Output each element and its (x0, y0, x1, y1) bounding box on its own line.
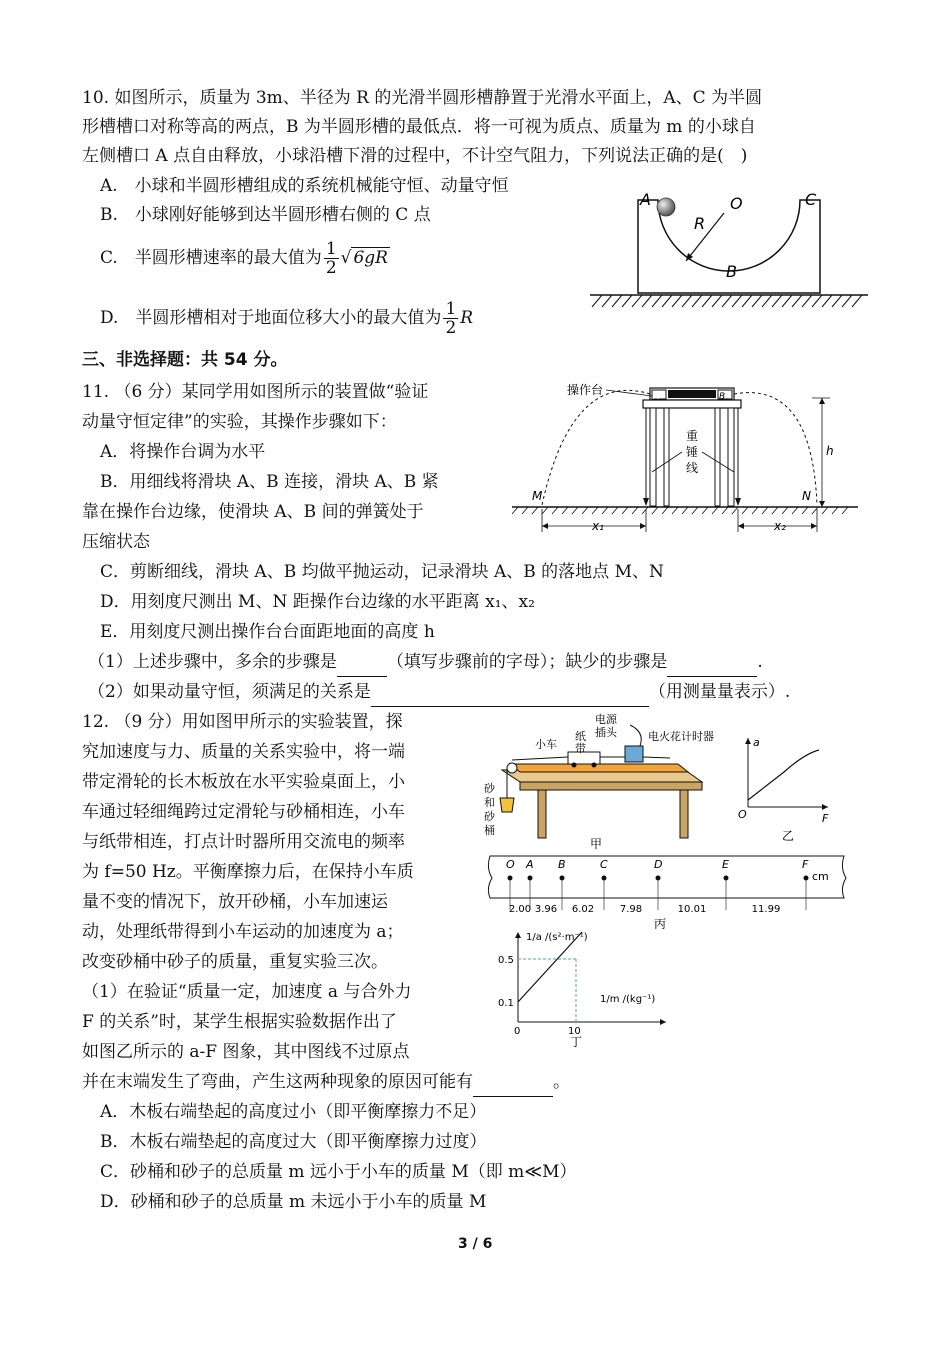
table-leg-right (728, 408, 734, 506)
page-number: 3 / 6 (458, 1236, 493, 1252)
caption-bing: 丙 (654, 917, 667, 931)
q11-answer-blank-1[interactable] (337, 648, 387, 677)
q12-stem-line6: 为 f=50 Hz。平衡摩擦力后，在保持小车质 (82, 862, 414, 882)
q10-option-d-var: R (460, 308, 474, 328)
table-leg-inner-left (664, 408, 669, 506)
label-timer: 电火花计时器 (648, 730, 714, 743)
label-unit: cm (812, 870, 829, 883)
q12-stem-line3: 带定滑轮的长木板放在水平实验桌面上，小 (82, 772, 405, 792)
q12-stem-line2: 究加速度与力、质量的关系实验中，将一端 (82, 742, 405, 762)
table-leg-inner-right (715, 408, 720, 506)
q11-sub2 (88, 678, 790, 707)
q12-inverse-graph (496, 926, 696, 1048)
label-m: M (532, 489, 543, 503)
q10-option-d-fraction (443, 300, 458, 337)
q10-stem-line2: 形槽槽口对称等高的两点，B 为半圆形槽的最低点．将一可视为质点、质量为 m 的小球自 (82, 117, 756, 137)
ball (657, 198, 675, 216)
label-slider-a: A (653, 392, 660, 402)
q12-stem-line13-text: 并在末端发生了弯曲，产生这两种现象的原因可能有 (82, 1072, 473, 1092)
caption-yi: 乙 (782, 829, 795, 842)
label-tape-2: 带 (575, 742, 586, 755)
q12-stem-line1: 12. （9 分）用如图甲所示的实验装置，探 (82, 712, 403, 732)
label-origin: O (738, 808, 747, 821)
label-a: A (640, 190, 651, 209)
q12-stem-line12: 如图乙所示的 a-F 图象，其中图线不过原点 (82, 1042, 410, 1062)
tape-label-C: C (600, 858, 608, 871)
label-x2: x₂ (774, 519, 786, 533)
pulley (507, 763, 517, 773)
q12-a-f-graph (734, 732, 834, 842)
label-x-axis: 1/m /(kg⁻¹) (600, 994, 656, 1005)
q11-sub2-text-a: （2）如果动量守恒，须满足的关系是 (88, 682, 371, 702)
q12-stem-line11: F 的关系”时，某学生根据实验数据作出了 (82, 1012, 397, 1032)
q10-stem-line1: 10. 如图所示，质量为 3m、半径为 R 的光滑半圆形槽静置于光滑水平面上，A、C 为半圆 (82, 88, 763, 108)
ground-hatch (512, 507, 848, 514)
q10-stem-line3: 左侧槽口 A 点自由释放，小球沿槽下滑的过程中，不计空气阻力，下列说法正确的是( ) (82, 146, 748, 166)
label-x1: x₁ (592, 519, 604, 533)
q10-option-d (100, 300, 473, 337)
label-plumb-2: 锤 (686, 445, 699, 459)
q10-option-c-radicand: 6gR (353, 248, 388, 268)
q12-option-d: D．砂桶和砂子的总质量 m 未远小于小车的质量 M (100, 1192, 487, 1212)
q11-step-e: E．用刻度尺测出操作台台面距地面的高度 h (100, 622, 435, 642)
label-y-axis: 1/a /(s²·m⁻¹) (526, 932, 588, 943)
label-power-2: 插头 (595, 726, 617, 739)
q12-stem-line10: （1）在验证“质量一定，加速度 a 与合外力 (82, 982, 412, 1002)
q11-sub1-text-a: （1）上述步骤中，多余的步骤是 (88, 652, 337, 672)
spark-timer (625, 746, 643, 762)
q12-stem-line4: 车通过轻细绳跨过定滑轮与砂桶相连，小车 (82, 802, 405, 822)
q10-groove-figure (590, 185, 870, 315)
tick-y-lo: 0.1 (498, 998, 514, 1009)
label-o: O (730, 194, 743, 213)
q10-option-c (100, 240, 390, 277)
caption-ding: 丁 (570, 1035, 583, 1048)
q10-option-d-text: D. 半圆形槽相对于地面位移大小的最大值为 (100, 308, 442, 328)
q12-paper-tape-figure (482, 854, 854, 932)
section-3-title: 三、非选择题：共 54 分。 (82, 350, 288, 370)
q12-stem-line9: 改变砂桶中砂子的质量，重复实验三次。 (82, 952, 388, 972)
a-f-curve (748, 750, 819, 800)
q11-answer-blank-3[interactable] (371, 678, 649, 707)
long-board (510, 764, 688, 772)
label-sand-4: 桶 (484, 824, 495, 837)
spring-block (668, 390, 716, 398)
frac-denominator: 2 (445, 318, 457, 338)
q11-answer-blank-2[interactable] (667, 648, 757, 677)
q12-stem-line5: 与纸带相连，打点计时器所用交流电的频率 (82, 832, 405, 852)
q11-stem-line2: 动量守恒定律”的实验，其操作步骤如下： (82, 412, 397, 432)
tape-segment-6: 11.99 (751, 904, 781, 915)
label-sand-1: 砂 (484, 782, 495, 795)
label-sand-3: 砂 (484, 810, 495, 823)
tape-segment-3: 6.02 (571, 904, 595, 915)
label-n: N (802, 489, 811, 503)
table-leg-left (650, 408, 656, 506)
label-plumb-3: 线 (686, 461, 699, 475)
tape-segment-4: 7.98 (619, 904, 643, 915)
q12-stem-line13 (82, 1068, 570, 1097)
ground-hatch (592, 295, 862, 307)
tape-label-O: O (506, 858, 515, 871)
tick-y-hi: 0.5 (498, 955, 514, 966)
label-h: h (826, 444, 834, 458)
table-leg (538, 790, 546, 838)
tick-x-10: 10 (568, 1026, 581, 1037)
frac-numerator: 1 (445, 299, 457, 319)
q11-stem-line1: 11. （6 分）某同学用如图所示的装置做“验证 (82, 382, 429, 402)
label-axis-a: a (753, 736, 760, 749)
q10-option-a: A. 小球和半圆形槽组成的系统机械能守恒、动量守恒 (100, 176, 509, 196)
label-r: R (694, 214, 706, 233)
q10-option-c-fraction (324, 240, 339, 277)
q12-option-a: A．木板右端垫起的高度过小（即平衡摩擦力不足） (100, 1102, 487, 1122)
tick-x-0: 0 (514, 1026, 521, 1037)
q11-step-d: D．用刻度尺测出 M、N 距操作台边缘的水平距离 x₁、x₂ (100, 592, 535, 612)
q11-sub1-text-b: （填写步骤前的字母）；缺少的步骤是 (386, 652, 668, 672)
q12-stem-line13-end: 。 (553, 1072, 570, 1092)
q11-sub2-text-b: （用测量量表示）. (648, 682, 791, 702)
q12-stem-line8: 动，处理纸带得到小车运动的加速度为 a； (82, 922, 404, 942)
tape-label-E: E (722, 858, 729, 871)
q12-option-c: C．砂桶和砂子的总质量 m 远小于小车的质量 M（即 m≪M） (100, 1162, 577, 1182)
tape-label-A: A (526, 858, 534, 871)
label-c: C (805, 190, 817, 209)
label-car: 小车 (535, 738, 557, 751)
tape-strip (488, 856, 846, 898)
q11-sub1 (88, 648, 763, 677)
frac-denominator: 2 (325, 258, 337, 278)
label-tape-1: 纸 (575, 730, 586, 743)
label-plumb-1: 重 (686, 429, 699, 443)
caption-jia: 甲 (590, 837, 603, 850)
label-power-1: 电源 (595, 713, 617, 726)
q11-step-b-line3: 压缩状态 (82, 532, 150, 552)
q12-answer-blank-1[interactable] (473, 1068, 553, 1097)
q11-sub1-text-c: . (757, 652, 763, 672)
q11-table-figure (512, 380, 858, 540)
q10-option-c-text: C. 半圆形槽速率的最大值为 (100, 248, 322, 268)
q12-option-b: B．木板右端垫起的高度过大（即平衡摩擦力过度） (100, 1132, 487, 1152)
tape-segment-2: 3.96 (534, 904, 558, 915)
tape-label-D: D (654, 858, 663, 871)
trajectory-a (542, 390, 650, 505)
frac-numerator: 1 (325, 239, 337, 259)
tape-label-F: F (802, 858, 809, 871)
q12-apparatus-figure (480, 710, 730, 850)
q12-stem-line7: 量不变的情况下，放开砂桶，小车加速运 (82, 892, 388, 912)
tape-label-B: B (558, 858, 566, 871)
label-operation-table: 操作台 (567, 383, 604, 397)
q11-step-a: A．将操作台调为水平 (100, 442, 266, 462)
label-slider-b: B (719, 392, 726, 402)
sqrt-sign: √ (340, 248, 352, 268)
q11-step-b-line2: 靠在操作台边缘，使滑块 A、B 间的弹簧处于 (82, 502, 424, 522)
label-axis-f: F (822, 812, 829, 825)
label-sand-2: 和 (484, 796, 495, 809)
q10-option-b: B. 小球刚好能够到达半圆形槽右侧的 C 点 (100, 205, 431, 225)
label-b: B (726, 262, 737, 281)
sand-bucket (500, 798, 514, 812)
q11-step-c: C．剪断细线，滑块 A、B 均做平抛运动，记录滑块 A、B 的落地点 M、N (100, 562, 664, 582)
tape-segment-5: 10.01 (677, 904, 707, 915)
q11-step-b-line1: B．用细线将滑块 A、B 连接，滑块 A、B 紧 (100, 472, 439, 492)
tape-segment-1: 2.00 (508, 904, 532, 915)
